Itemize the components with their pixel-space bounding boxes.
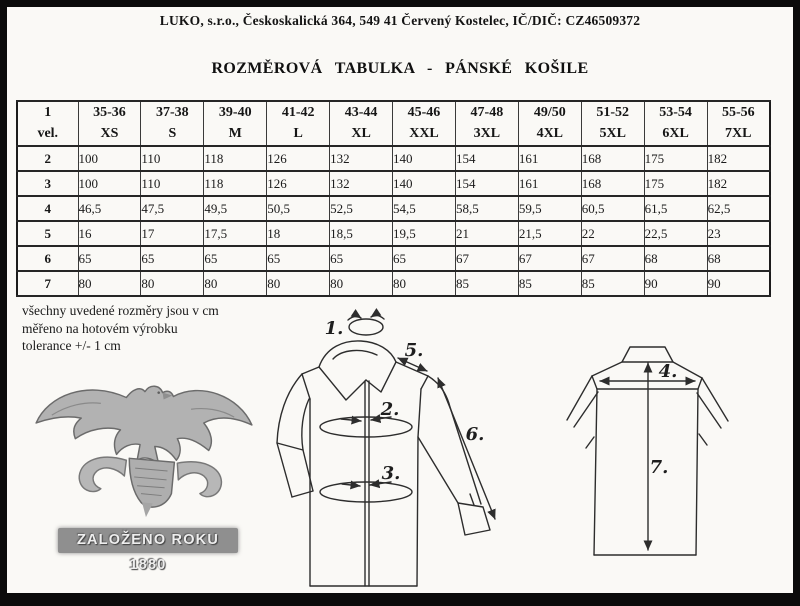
size-value-cell: 61,5 xyxy=(644,196,707,221)
company-logo xyxy=(26,372,264,573)
size-value-cell: 49,5 xyxy=(204,196,267,221)
size-value-cell: 110 xyxy=(141,146,204,171)
label-back-length: 7. xyxy=(649,457,669,478)
size-number: 51-52 xyxy=(596,105,630,121)
size-value-cell: 22 xyxy=(581,221,644,246)
corner-cell xyxy=(17,101,78,146)
size-code: M xyxy=(228,125,242,141)
size-value-cell: 68 xyxy=(707,246,770,271)
size-code: L xyxy=(293,125,303,141)
label-neck-measure: 1. xyxy=(324,318,344,339)
size-value-cell: 182 xyxy=(707,171,770,196)
size-value-cell: 65 xyxy=(204,246,267,271)
size-column-header xyxy=(204,101,267,146)
table-row xyxy=(17,196,770,221)
size-value-cell: 154 xyxy=(455,171,518,196)
size-code: XS xyxy=(100,125,119,141)
size-value-cell: 23 xyxy=(707,221,770,246)
size-value-cell: 80 xyxy=(141,271,204,296)
size-value-cell: 67 xyxy=(518,246,581,271)
size-value-cell: 17,5 xyxy=(204,221,267,246)
size-value-cell: 126 xyxy=(267,171,330,196)
size-value-cell: 21,5 xyxy=(518,221,581,246)
note-line-measured: měřeno na hotovém výrobku xyxy=(22,320,178,336)
company-header: LUKO, s.r.o., Českoskalická 364, 549 41 Červený Kostelec, IČ/DIČ: CZ46509372 xyxy=(159,13,641,28)
size-value-cell: 175 xyxy=(644,146,707,171)
size-column-header xyxy=(393,101,456,146)
label-waist-measure: 3. xyxy=(381,463,401,484)
size-value-cell: 16 xyxy=(78,221,141,246)
size-value-cell: 62,5 xyxy=(707,196,770,221)
size-value-cell: 132 xyxy=(330,146,393,171)
corner-top: 1 xyxy=(44,105,52,121)
size-column-header xyxy=(518,101,581,146)
label-shoulder-width: 4. xyxy=(658,361,678,382)
corner-bottom: vel. xyxy=(37,125,59,141)
size-value-cell: 46,5 xyxy=(78,196,141,221)
size-value-cell: 80 xyxy=(204,271,267,296)
table-row xyxy=(17,221,770,246)
size-number: 35-36 xyxy=(93,105,126,121)
size-column-header xyxy=(78,101,141,146)
size-value-cell: 182 xyxy=(707,146,770,171)
size-table xyxy=(16,100,771,297)
size-value-cell: 68 xyxy=(644,246,707,271)
size-number: 55-56 xyxy=(721,105,755,121)
size-value-cell: 132 xyxy=(330,171,393,196)
row-label-cell: 5 xyxy=(17,221,78,246)
size-value-cell: 67 xyxy=(581,246,644,271)
logo-caption: ZALOŽENO ROKU 1880 xyxy=(58,528,238,553)
size-number: 49/50 xyxy=(533,105,566,121)
size-code: 7XL xyxy=(725,125,752,141)
size-code: 3XL xyxy=(473,125,501,141)
size-value-cell: 67 xyxy=(455,246,518,271)
size-code: S xyxy=(168,125,177,141)
size-value-cell: 85 xyxy=(455,271,518,296)
size-value-cell: 47,5 xyxy=(141,196,204,221)
size-value-cell: 118 xyxy=(204,171,267,196)
size-value-cell: 54,5 xyxy=(393,196,456,221)
size-column-header xyxy=(707,101,770,146)
size-value-cell: 126 xyxy=(267,146,330,171)
size-value-cell: 21 xyxy=(455,221,518,246)
size-value-cell: 80 xyxy=(393,271,456,296)
table-row xyxy=(17,146,770,171)
label-chest-measure: 2. xyxy=(380,399,400,420)
size-value-cell: 17 xyxy=(141,221,204,246)
size-value-cell: 18,5 xyxy=(330,221,393,246)
size-code: XL xyxy=(351,125,371,141)
size-value-cell: 52,5 xyxy=(330,196,393,221)
row-label-cell: 3 xyxy=(17,171,78,196)
size-code: 4XL xyxy=(536,125,564,141)
note-line-units: všechny uvedené rozměry jsou v cm xyxy=(22,303,219,318)
size-number: 37-38 xyxy=(156,105,189,121)
notes-block xyxy=(22,302,219,355)
table-row xyxy=(17,246,770,271)
size-column-header xyxy=(581,101,644,146)
size-value-cell: 161 xyxy=(518,171,581,196)
size-column-header xyxy=(330,101,393,146)
size-value-cell: 18 xyxy=(267,221,330,246)
size-value-cell: 85 xyxy=(581,271,644,296)
size-value-cell: 80 xyxy=(267,271,330,296)
size-value-cell: 22,5 xyxy=(644,221,707,246)
size-code: 5XL xyxy=(599,125,626,141)
size-value-cell: 118 xyxy=(204,146,267,171)
note-line-tolerance: tolerance +/- 1 cm xyxy=(22,338,121,353)
size-value-cell: 140 xyxy=(393,146,456,171)
size-value-cell: 60,5 xyxy=(581,196,644,221)
label-shoulder-seam: 5. xyxy=(404,340,424,361)
row-label-cell: 2 xyxy=(17,146,78,171)
size-code: 6XL xyxy=(662,125,689,141)
size-value-cell: 80 xyxy=(78,271,141,296)
size-value-cell: 140 xyxy=(393,171,456,196)
size-number: 53-54 xyxy=(659,105,692,121)
size-value-cell: 19,5 xyxy=(393,221,456,246)
size-value-cell: 50,5 xyxy=(267,196,330,221)
size-value-cell: 65 xyxy=(141,246,204,271)
size-value-cell: 59,5 xyxy=(518,196,581,221)
table-row xyxy=(17,271,770,296)
size-value-cell: 100 xyxy=(78,171,141,196)
table-row xyxy=(17,171,770,196)
table-header-row xyxy=(17,101,770,146)
size-value-cell: 175 xyxy=(644,171,707,196)
size-value-cell: 154 xyxy=(455,146,518,171)
size-value-cell: 85 xyxy=(518,271,581,296)
size-value-cell: 168 xyxy=(581,171,644,196)
row-label-cell: 7 xyxy=(17,271,78,296)
eagle-emblem-icon xyxy=(26,372,261,524)
size-value-cell: 80 xyxy=(330,271,393,296)
label-sleeve-length: 6. xyxy=(465,424,485,445)
size-column-header xyxy=(141,101,204,146)
document-title: ROZMĚROVÁ TABULKA - PÁNSKÉ KOŠILE xyxy=(211,60,589,77)
row-label-cell: 6 xyxy=(17,246,78,271)
size-column-header xyxy=(455,101,518,146)
size-value-cell: 100 xyxy=(78,146,141,171)
size-value-cell: 161 xyxy=(518,146,581,171)
size-value-cell: 65 xyxy=(78,246,141,271)
size-column-header xyxy=(644,101,707,146)
size-value-cell: 168 xyxy=(581,146,644,171)
size-column-header xyxy=(267,101,330,146)
size-number: 39-40 xyxy=(218,105,252,121)
size-value-cell: 90 xyxy=(707,271,770,296)
size-value-cell: 65 xyxy=(330,246,393,271)
size-value-cell: 90 xyxy=(644,271,707,296)
size-value-cell: 65 xyxy=(393,246,456,271)
size-value-cell: 110 xyxy=(141,171,204,196)
row-label-cell: 4 xyxy=(17,196,78,221)
size-number: 43-44 xyxy=(344,105,378,121)
size-number: 41-42 xyxy=(281,105,315,121)
size-number: 47-48 xyxy=(470,105,504,121)
size-number: 45-46 xyxy=(407,105,441,121)
size-value-cell: 58,5 xyxy=(455,196,518,221)
size-code: XXL xyxy=(409,125,439,141)
size-value-cell: 65 xyxy=(267,246,330,271)
